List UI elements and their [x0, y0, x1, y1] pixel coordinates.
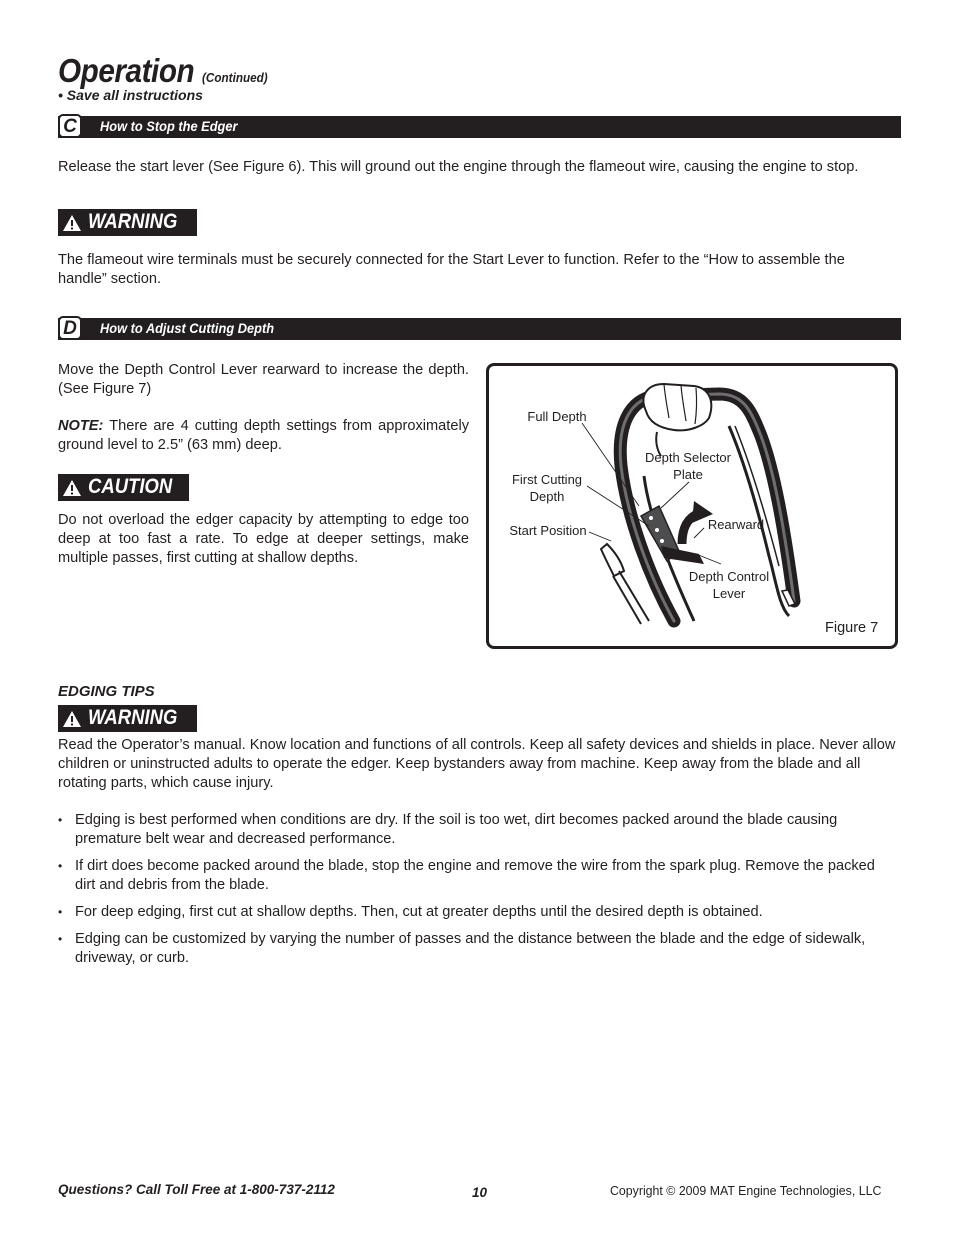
warning-label-c [58, 209, 197, 236]
edging-tips-list [58, 811, 888, 976]
page-subtitle: • Save all instructions [58, 87, 203, 103]
page-title [58, 52, 268, 90]
list-item: • Edging can be customized by varying the number of passes and the distance between the blade and the edge of sidewalk, driveway, or curb. [58, 931, 866, 966]
section-c-header [58, 116, 901, 138]
section-d-letter: D [58, 316, 82, 340]
section-d-body: Move the Depth Control Lever rearward to increase the depth. (See Figure 7) [58, 362, 469, 397]
list-item: • For deep edging, first cut at shallow depths. Then, cut at greater depths until the desired depth is obtained. [58, 904, 763, 920]
page-title-suffix: (Continued) [202, 70, 268, 85]
page-title-text: Operation [58, 52, 195, 89]
caution-text: Do not overload the edger capacity by attempting to edge too deep at too fast a rate. To edge at deeper settings, make multiple passes, first cutting at shallow depths. [58, 512, 469, 566]
footer-copyright: Copyright © 2009 MAT Engine Technologies, LLC [610, 1183, 882, 1198]
list-item-text: Edging can be customized by varying the number of passes and the distance between the blade and the edge of sidewalk, driveway, or curb. [75, 931, 866, 966]
caution-label-text: CAUTION [88, 475, 173, 498]
label-depth-selector-plate: Depth Selector Plate [645, 450, 731, 482]
warning-label-text: WARNING [88, 210, 178, 233]
figure-7 [486, 363, 898, 649]
list-item-text: For deep edging, first cut at shallow depths. Then, cut at greater depths until the desired depth is obtained. [75, 904, 763, 920]
label-rearward: Rearward [707, 517, 765, 532]
section-c-letter: C [58, 114, 82, 138]
label-full-depth: Full Depth [527, 409, 587, 424]
section-d-header [58, 318, 901, 340]
section-d-title: How to Adjust Cutting Depth [100, 321, 275, 336]
warning-triangle-icon [62, 710, 82, 728]
warning-label-text: WARNING [88, 706, 178, 729]
warning-triangle-icon [62, 214, 82, 232]
list-item: • Edging is best performed when conditions are dry. If the soil is too wet, dirt becomes packed around the blade causing premature belt wear and decreased performance. [58, 812, 838, 847]
label-depth-control-lever: Depth Control Lever [688, 569, 770, 601]
list-item-text: If dirt does become packed around the blade, stop the engine and remove the wire from the spark plug. Remove the packed dirt and debris from the blade. [75, 858, 875, 893]
footer-questions: Questions? Call Toll Free at 1-800-737-2112 [58, 1182, 335, 1197]
section-c-title: How to Stop the Edger [100, 119, 238, 134]
edging-tips-heading: EDGING TIPS [58, 683, 155, 700]
note-text: There are 4 cutting depth settings from approximately ground level to 2.5” (63 mm) deep. [58, 418, 469, 453]
section-d-note [58, 417, 469, 455]
caution-label [58, 474, 189, 501]
figure-caption: Figure 7 [825, 620, 879, 636]
page-number: 10 [472, 1185, 488, 1200]
list-item: • If dirt does become packed around the blade, stop the engine and remove the wire from the spark plug. Remove the packed dirt and debris from the blade. [58, 858, 875, 893]
label-first-cutting-depth: First Cutting Depth [511, 472, 583, 504]
warning-triangle-icon [62, 479, 82, 497]
label-start-position: Start Position [509, 523, 587, 538]
edging-warning-text: Read the Operator’s manual. Know location and functions of all controls. Keep all safety devices and shields in place. Never allow children or uninstructed adults to operate the edger. Keep bystanders away from machine. Keep away from the blade and all rotating parts, which cause injury. [58, 737, 896, 791]
section-c-warning-text: The flameout wire terminals must be securely connected for the Start Lever to function. Refer to the “How to assemble the handle” section. [58, 252, 845, 287]
warning-label-edging [58, 705, 197, 732]
note-label: NOTE: [58, 418, 104, 434]
section-c-body: Release the start lever (See Figure 6). This will ground out the engine through the flameout wire, causing the engine to stop. [58, 159, 859, 175]
list-item-text: Edging is best performed when conditions are dry. If the soil is too wet, dirt becomes packed around the blade causing premature belt wear and decreased performance. [75, 812, 838, 847]
